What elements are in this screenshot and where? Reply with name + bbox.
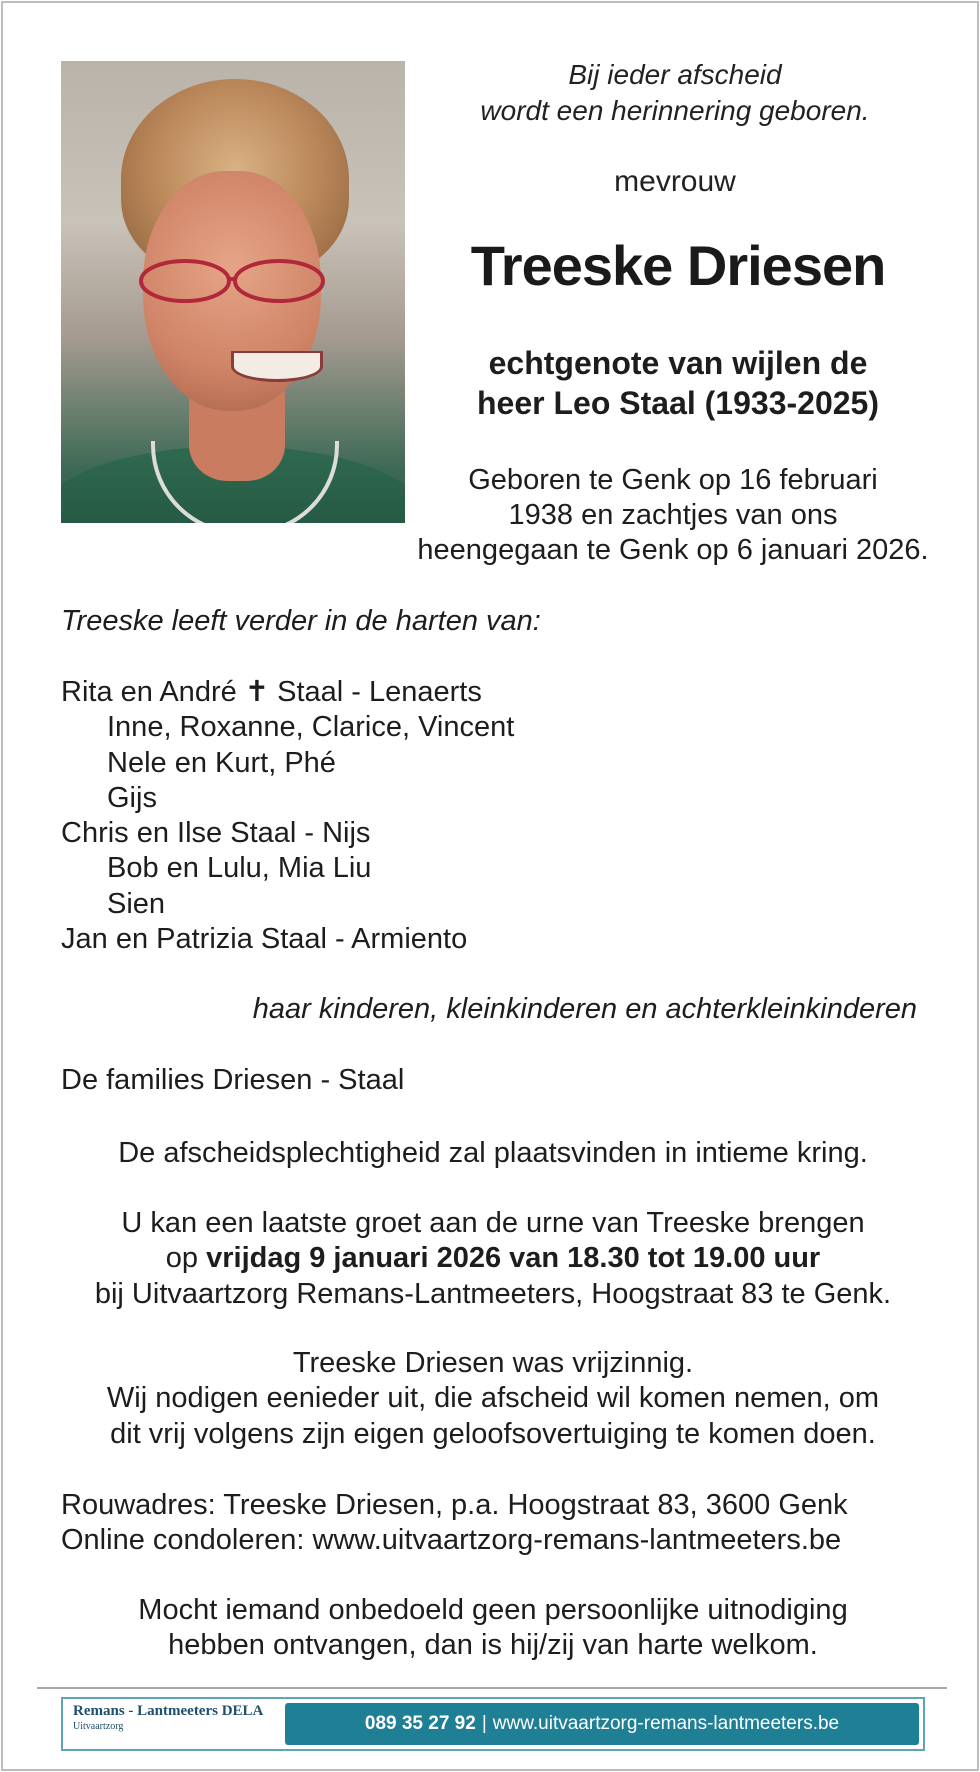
- motto-line: Bij ieder afscheid: [568, 59, 782, 90]
- deceased-name: Treeske Driesen: [470, 234, 886, 297]
- visit-line: [43, 1241, 943, 1276]
- visit-line: bij Uitvaartzorg Remans-Lantmeeters, Hoogstraat 83 te Genk.: [94, 1277, 892, 1310]
- visit-datetime: vrijdag 9 januari 2026 van 18.30 tot 19.00 uur: [206, 1242, 821, 1275]
- visit-prefix: op: [165, 1242, 207, 1275]
- motto: [455, 57, 895, 129]
- closing-note: [43, 1593, 943, 1664]
- address-info: [61, 1488, 848, 1559]
- spouse-line: heer Leo Staal (1933-2025): [477, 385, 879, 421]
- belief-line: Treeske Driesen was vrijzinnig.: [292, 1347, 694, 1379]
- born-line: 1938 en zachtjes van ons: [508, 499, 838, 531]
- born-line: heengegaan te Genk op 6 januari 2026.: [417, 534, 929, 566]
- born-line: Geboren te Genk op 16 februari: [468, 464, 878, 496]
- spouse-info: [423, 343, 933, 423]
- condolence-line: Online condoleren: www.uitvaartzorg-remans-lantmeeters.be: [61, 1524, 842, 1557]
- motto-line: wordt een herinnering geboren.: [480, 95, 870, 126]
- portrait-photo: [61, 61, 405, 523]
- family-member: Chris en Ilse Staal - Nijs: [61, 817, 371, 850]
- contact-bar: [285, 1703, 919, 1745]
- visit-line: U kan een laatste groet aan de urne van Treeske brengen: [121, 1207, 865, 1239]
- family-member: Inne, Roxanne, Clarice, Vincent: [107, 711, 515, 744]
- visit-info: [43, 1206, 943, 1312]
- family-list: [61, 675, 514, 957]
- belief-info: [43, 1346, 943, 1452]
- family-intro: Treeske leeft verder in de harten van:: [61, 605, 541, 637]
- photo-glasses: [113, 255, 353, 311]
- address-line: Rouwadres: Treeske Driesen, p.a. Hoogstraat 83, 3600 Genk: [61, 1489, 848, 1521]
- kids-caption: haar kinderen, kleinkinderen en achterkleinkinderen: [252, 993, 917, 1025]
- families-line: De families Driesen - Staal: [61, 1064, 405, 1096]
- family-member: Gijs: [107, 781, 157, 814]
- title-prefix: mevrouw: [614, 165, 736, 198]
- contact-separator: |: [481, 1713, 487, 1734]
- logo-sub-text: Uitvaartzorg: [73, 1721, 124, 1732]
- birth-death-info: [363, 463, 980, 568]
- footer-divider: [37, 1687, 947, 1689]
- family-member: Rita en André ✝ Staal - Lenaerts: [61, 676, 482, 708]
- belief-line: dit vrij volgens zijn eigen geloofsovertuiging te komen doen.: [110, 1417, 876, 1450]
- photo-smile: [231, 351, 323, 382]
- ceremony-info: De afscheidsplechtigheid zal plaatsvinden in intieme kring.: [118, 1137, 868, 1169]
- closing-line: hebben ontvangen, dan is hij/zij van harte welkom.: [168, 1629, 818, 1662]
- spouse-line: echtgenote van wijlen de: [488, 345, 868, 381]
- family-member: Nele en Kurt, Phé: [107, 746, 336, 779]
- family-member: Sien: [107, 887, 166, 920]
- website-link[interactable]: www.uitvaartzorg-remans-lantmeeters.be: [492, 1713, 840, 1734]
- funeral-home-footer: [61, 1697, 925, 1751]
- belief-line: Wij nodigen eenieder uit, die afscheid wil komen nemen, om: [106, 1382, 880, 1415]
- phone-number[interactable]: 089 35 27 92: [364, 1713, 476, 1734]
- logo-main-text: Remans - Lantmeeters DELA: [73, 1703, 264, 1719]
- death-notice-card: [1, 1, 979, 1771]
- family-member: Bob en Lulu, Mia Liu: [107, 852, 372, 885]
- closing-line: Mocht iemand onbedoeld geen persoonlijke uitnodiging: [138, 1594, 848, 1626]
- funeral-home-logo: [73, 1703, 263, 1732]
- family-member: Jan en Patrizia Staal - Armiento: [61, 923, 468, 956]
